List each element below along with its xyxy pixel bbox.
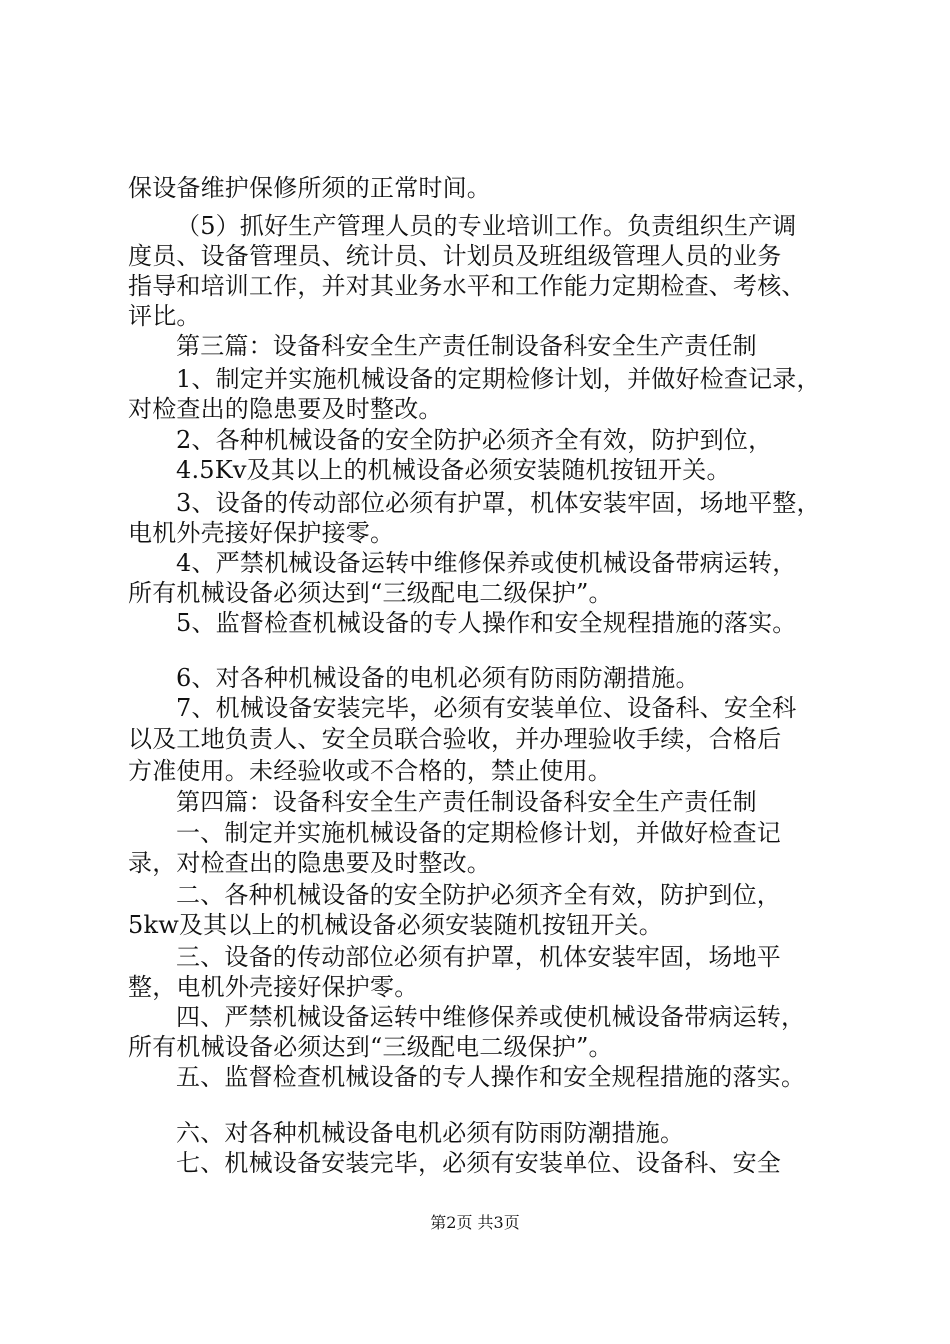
text-line-18: 以及工地负责人、安全员联合验收，并办理验收手续，合格后 xyxy=(128,725,782,753)
text-line-14: 所有机械设备必须达到“三级配电二级保护”。 xyxy=(128,579,613,607)
text-line-1: 保设备维护保修所须的正常时间。 xyxy=(128,174,491,202)
text-line-16: 6、对各种机械设备的电机必须有防雨防潮措施。 xyxy=(176,664,700,692)
text-line-29: 五、监督检查机械设备的专人操作和安全规程措施的落实。 xyxy=(176,1063,806,1091)
text-line-26: 整，电机外壳接好保护零。 xyxy=(128,973,419,1001)
text-line-17: 7、机械设备安装完毕，必须有安装单位、设备科、安全科 xyxy=(176,694,797,722)
text-line-8: 对检查出的隐患要及时整改。 xyxy=(128,395,443,423)
text-line-3: 度员、设备管理员、统计员、计划员及班组级管理人员的业务 xyxy=(128,242,782,270)
text-line-19: 方准使用。未经验收或不合格的，禁止使用。 xyxy=(128,757,612,785)
text-line-10: 4.5Kv及其以上的机械设备必须安装随机按钮开关。 xyxy=(176,456,731,484)
text-line-21: 一、制定并实施机械设备的定期检修计划，并做好检查记 xyxy=(176,819,781,847)
text-line-13: 4、严禁机械设备运转中维修保养或使机械设备带病运转， xyxy=(176,549,797,577)
text-line-5: 评比。 xyxy=(128,302,201,330)
text-line-27: 四、严禁机械设备运转中维修保养或使机械设备带病运转， xyxy=(176,1003,806,1031)
text-line-7: 1、制定并实施机械设备的定期检修计划，并做好检查记录， xyxy=(176,365,821,393)
text-line-15: 5、监督检查机械设备的专人操作和安全规程措施的落实。 xyxy=(176,609,797,637)
text-line-11: 3、设备的传动部位必须有护罩，机体安装牢固，场地平整， xyxy=(176,489,821,517)
text-line-2: （5）抓好生产管理人员的专业培训工作。负责组织生产调 xyxy=(176,212,797,240)
section-heading-4: 第四篇：设备科安全生产责任制设备科安全生产责任制 xyxy=(176,788,757,816)
text-line-31: 七、机械设备安装完毕，必须有安装单位、设备科、安全 xyxy=(176,1149,781,1177)
text-line-24: 5kw及其以上的机械设备必须安装随机按钮开关。 xyxy=(128,911,663,939)
text-line-22: 录，对检查出的隐患要及时整改。 xyxy=(128,849,491,877)
text-line-12: 电机外壳接好保护接零。 xyxy=(128,519,395,547)
text-line-25: 三、设备的传动部位必须有护罩，机体安装牢固，场地平 xyxy=(176,943,781,971)
text-line-23: 二、各种机械设备的安全防护必须齐全有效，防护到位， xyxy=(176,881,781,909)
text-line-30: 六、对各种机械设备电机必须有防雨防潮措施。 xyxy=(176,1119,685,1147)
page-number-footer: 第2页 共3页 xyxy=(430,1213,520,1232)
text-line-9: 2、各种机械设备的安全防护必须齐全有效，防护到位， xyxy=(176,426,773,454)
text-line-28: 所有机械设备必须达到“三级配电二级保护”。 xyxy=(128,1033,613,1061)
text-line-4: 指导和培训工作，并对其业务水平和工作能力定期检查、考核、 xyxy=(128,272,806,300)
section-heading-3: 第三篇：设备科安全生产责任制设备科安全生产责任制 xyxy=(176,332,757,360)
